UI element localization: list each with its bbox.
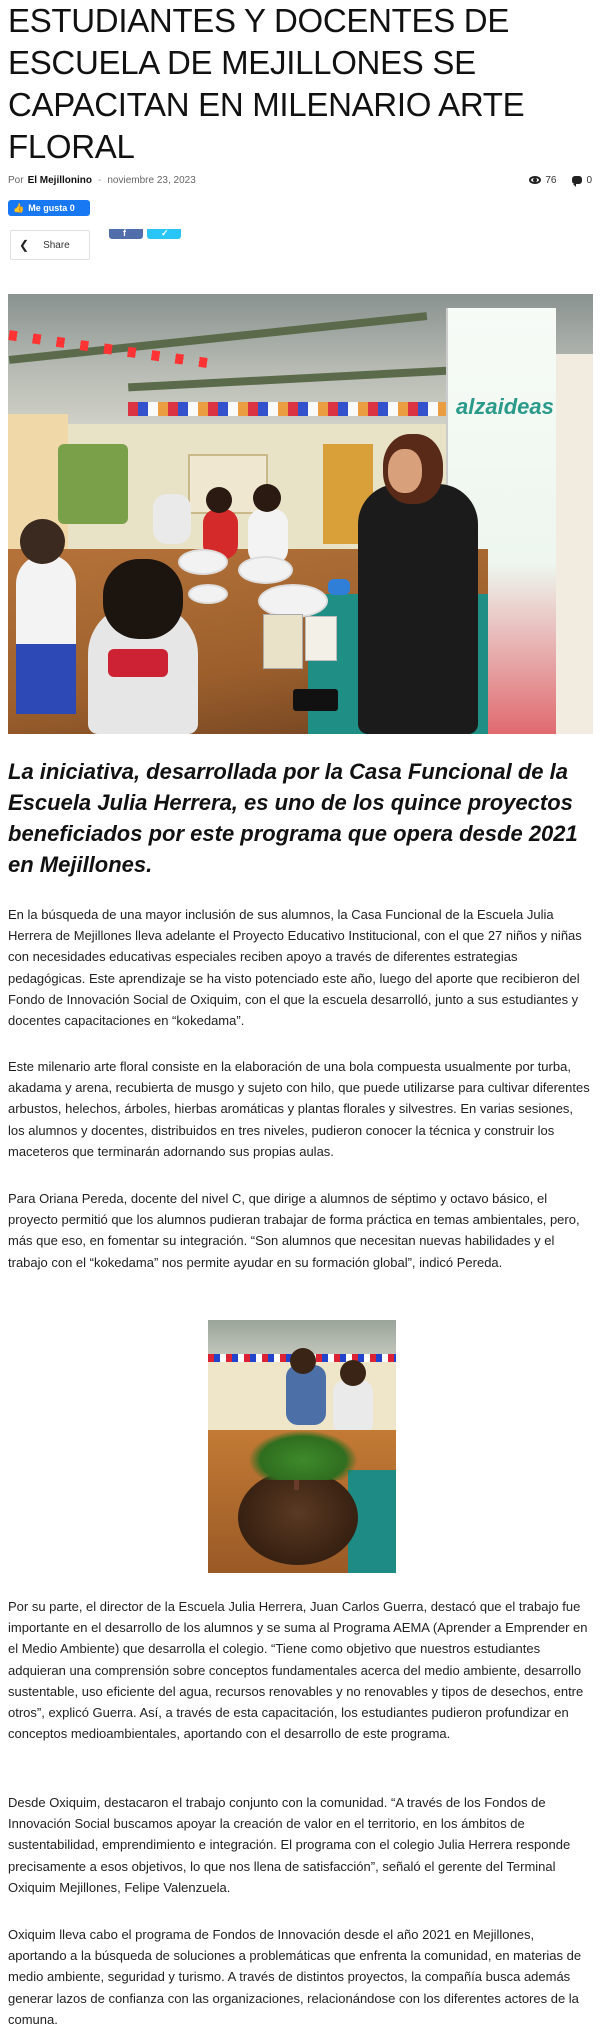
kokedama-photo xyxy=(208,1320,396,1573)
photo-child-head xyxy=(290,1348,316,1374)
twitter-share-button[interactable] xyxy=(147,229,181,239)
paragraph-1: En la búsqueda de una mayor inclusión de sus alumnos, la Casa Funcional de la Escuela Julia Herrera de Mejillones lleva adelante el Proyecto Educativo Institucional, con el que 27 niños y niñas con necesidades educativas especiales reciben apoyo a través de diferentes estrategias pedagógicas. Este aprendizaje se ha visto potenciado este año, luego del aporte que recibieron del Fondo de Innovación Social de Oxiquim, con el que la escuela desarrolló, junto a sus estudiantes y docentes capacitaciones en “kokedama”. xyxy=(8,907,582,1029)
photo-bunting xyxy=(128,402,488,416)
thumbs-up-icon: 👍 xyxy=(13,202,25,213)
facebook-like-button[interactable] xyxy=(8,200,90,216)
banner-text: alzaideas xyxy=(456,394,554,419)
facebook-icon: f xyxy=(123,228,126,238)
photo-phone xyxy=(293,689,338,711)
facebook-share-button[interactable] xyxy=(109,229,143,239)
paragraph-2: Este milenario arte floral consiste en la elaboración de una bola compuesta usualmente por turba, akadama y arena, recubierta de musgo y sujeto con hilo, que puede utilizarse para cultivar diferentes arbustos, helechos, árboles, hierbas aromáticas y plantas florales y silvestres. En varias sesiones, los alumnos y docentes, distribuidos en tres niveles, pudieron conocer la técnica y construir los maceteros que terminarán adornando sus propias aulas. xyxy=(8,1059,590,1159)
paragraph-3: Para Oriana Pereda, docente del nivel C, que dirige a alumnos de séptimo y octavo básico, el proyecto permitió que los alumnos pudieran trabajar de forma práctica en temas ambientales, pero, más que eso, en fomentar su integración. “Son alumnos que necesitan nuevas habilidades y el trabajo con el “kokedama” nos permite ayudar en su formación global”, indicó Pereda. xyxy=(8,1191,580,1270)
comments-count: 0 xyxy=(586,174,592,186)
photo-child-head xyxy=(253,484,281,512)
photo-teacher-face xyxy=(388,449,422,493)
photo-child xyxy=(333,1380,373,1435)
photo-child-head xyxy=(103,559,183,639)
eye-icon xyxy=(529,176,541,184)
like-label: Me gusta 0 xyxy=(28,203,75,213)
article-lead: La iniciativa, desarrollada por la Casa Funcional de la Escuela Julia Herrera, es uno de los quince proyectos beneficiados por este programa que opera desde 2021 en Mejillones. xyxy=(8,759,578,877)
photo-shirt-print xyxy=(108,649,168,677)
photo-bag xyxy=(263,614,303,669)
paragraph-5: Desde Oxiquim, destacaron el trabajo conjunto con la comunidad. “A través de los Fondos de Innovación Social buscamos apoyar la creación de valor en el territorio, en los ámbitos de sustentabilidad, emprendimiento e integración. El programa con el colegio Julia Herrera responde precisamente a esos objetivos, lo que nos llena de satisfacción”, señaló el gerente del Terminal Oxiquim Mejillones, Felipe Valenzuela. xyxy=(8,1795,571,1895)
photo-child-head xyxy=(206,487,232,513)
photo-child-head xyxy=(340,1360,366,1386)
photo-bowl xyxy=(258,584,328,618)
photo-glove xyxy=(328,579,350,595)
photo-teacher xyxy=(358,484,478,734)
comments-counter[interactable] xyxy=(562,175,592,186)
photo-bag xyxy=(305,616,337,661)
share-icon: ❮ xyxy=(19,238,30,252)
share-button[interactable] xyxy=(10,230,90,260)
paragraph-4: Por su parte, el director de la Escuela Julia Herrera, Juan Carlos Guerra, destacó que el trabajo fue importante en el desarrollo de los alumnos y se suma al Programa AEMA (Aprender a Emprender en el Medio Ambiente) que desarrolla el colegio. “Tiene como objetivo que nuestros estudiantes adquieran una comprensión sobre conceptos fundamentales acerca del medio ambiente, desarrollo sustentable, uso eficiente del agua, recursos renovables y no renovables y tipos de desechos, entre otros”, explicó Guerra. Así, a través de esta capacitación, los estudiantes pudieron profundizar en conceptos medioambientales, aportando con el desarrollo de este programa. xyxy=(8,1599,588,1742)
photo-bowl xyxy=(178,549,228,575)
photo-wall xyxy=(556,354,593,734)
paragraph-6: Oxiquim lleva cabo el programa de Fondos de Innovación desde el año 2021 en Mejillones, aportando a la búsqueda de soluciones a problemáticas que enfrenta la comunidad, en materias de medio ambiente, seguridad y turismo. A través de distintos proyectos, la compañía busca además generar lazos de confianza con las organizaciones, relacionándose con los diferentes actores de la comuna. xyxy=(8,1927,582,2027)
article-meta xyxy=(8,172,592,188)
views-count: 76 xyxy=(545,174,557,186)
photo-bowl xyxy=(188,584,228,604)
photo-child xyxy=(286,1365,326,1425)
twitter-icon: ✓ xyxy=(161,228,169,238)
article-stats xyxy=(529,175,592,186)
photo-plant-leaves xyxy=(248,1430,358,1480)
article-title: ESTUDIANTES Y DOCENTES DE ESCUELA DE MEJILLONES SE CAPACITAN EN MILENARIO ARTE FLORAL xyxy=(8,2,525,165)
author-link[interactable]: El Mejillonino xyxy=(27,174,93,186)
photo-bowl xyxy=(238,556,293,584)
comment-icon xyxy=(572,176,582,184)
hero-photo xyxy=(8,294,593,734)
share-label: Share xyxy=(43,239,70,251)
photo-child-pants xyxy=(16,644,76,714)
photo-child xyxy=(153,494,191,544)
meta-separator: - xyxy=(98,174,102,186)
by-label: Por xyxy=(8,174,24,186)
photo-garden xyxy=(58,444,128,524)
views-counter xyxy=(529,175,556,186)
photo-child-head xyxy=(20,519,65,564)
publish-date: noviembre 23, 2023 xyxy=(107,174,196,186)
